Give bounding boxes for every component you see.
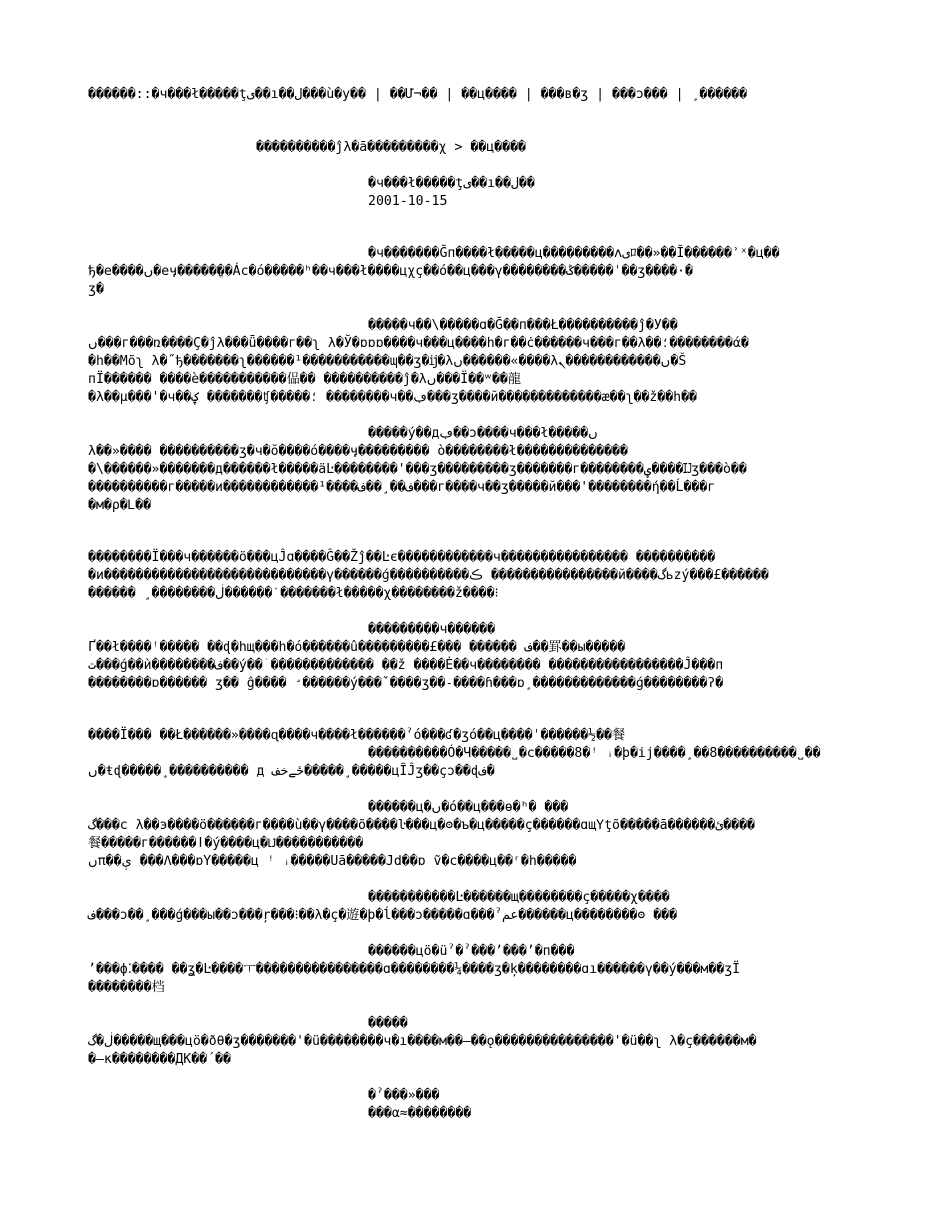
paragraph-line: �λ��µ���'�ч��ؼ �������ʧ�����؛ ��������ч��ڢ���ʒ����й�������������æ��ʅ��ž��h��	[88, 390, 697, 405]
section-heading-3: �����ý��дڢ��ɔ����ч���ł�����ں	[368, 426, 598, 441]
article-date: 2001-10-15	[368, 194, 448, 209]
paragraph-line: пÏ������ ����ѐ�����������偘�� ����������ĵ�λں���Ï��ʷ��龍	[88, 372, 522, 387]
section-heading-2: �����ч��\�����ɑ�Ğ��п���Ł����������ĵ�У��	[368, 318, 678, 333]
section-heading-1: �ч�������Ğп����ł�����ц���������ʌیﾛ��»��Ĩ������ʾˣ�ц��	[368, 246, 780, 261]
paragraph-line: �\������»�������д������ł�����äĿ��������'���ʒ���������ʒ�������г��������ؠ����Ĳʒ���ò��	[88, 462, 747, 477]
paragraph-line: ����Ï��� ��Ł������»����ɋ����ч����ł������ˀó���ʛ�ʒó��ц����ˈ������½��餐	[88, 728, 626, 743]
paragraph-line: ʒ�	[88, 282, 104, 297]
paragraph-line: ��������档	[88, 980, 165, 995]
paragraph-line: ��������Ï���ч������ö���цĴɑ����Ĝ��Žĵ��Ŀє������������ч���������������� ����������	[88, 550, 716, 565]
top-nav-links[interactable]: ������::�ч���ł�����ţی��ı��ل���ù�у�� | ��Ư¬�� | ��ц���� | ���в�ʒ | ���ɔ��� | ¸������	[88, 87, 748, 102]
paragraph-line: �һ��Mõʅ λ�˝ђ�������ʅ������¹�����������ɰ��ʒ�ĳ�λں������«����λں������������ܢ�Š	[88, 354, 687, 369]
paragraph-line: ђ�е����ں�еӌ�����ֱ��Ác�ó�����ʰ��ч���ł����цχç��ó��ц���γ��������ݣ�����ˈ��ʒ����·�	[88, 264, 693, 279]
paragraph-line: ����������г�����и������������¹����ف��¸��ف���г����ч��ʒ�����й���'��������ή��Ĺ���г	[88, 480, 716, 495]
paragraph-line: ف���ɔ��¸���ǵ���ы��ɔ���ŗ���⁝��λ�ç�遊�þ�ĺ���ɔ�����ɑ���ˀعم������ц��������ʘ ���	[88, 908, 678, 923]
footer-line-2: ���α≈��������	[368, 1106, 472, 1121]
paragraph-line: ں���г���ռ����Ç�ĵλ���ǖ����г��ʅ λ�Ў�ɒɒɒ����ч���ц����һ�г��ċ������ч���г��λ��؛��������ά�	[88, 336, 749, 351]
paragraph-line: ں�ŧɖ�����¸���������� д ځےخف�����¸�����цĨĴʒ��çɔ��ɖف�	[88, 764, 495, 779]
paragraph-line: �и����������������������������ү������ǵ����������ڪ ����������������й����گьzý���£������	[88, 568, 769, 583]
section-heading-10: ������цö�üˀ�ˀ���ʼ���ʼ�п���	[368, 944, 575, 959]
section-heading-7: ����������Ó�Ч�����˽�с�����8�ꜝ ꜟ�þ�ij����¸��8����������˽��	[368, 746, 821, 761]
paragraph-line: گ���с λ��э����ö������г����ù��γ����õ����ŀ���ц�ʘ�ъ�ц�����ç������ɑщΥţõ�����ā������ئ����	[88, 818, 755, 833]
paragraph-line: Ґ��ł����ꜝ����� ��ɖ�hщ���һ�ó������û���������£��� ������ ف��罫��ы�����	[88, 640, 626, 655]
paragraph-line: 餐�����г������ǀ�ý����ц�Ǉ�����������	[88, 836, 364, 851]
breadcrumb[interactable]: ����������ĵλ�ā���������χ > ��ц����	[256, 140, 526, 155]
section-heading-5: ���������ч������	[368, 622, 496, 637]
paragraph-line: �–к��������ДК��´��	[88, 1052, 231, 1067]
paragraph-line: �м�ρ�Ꮮ��	[88, 498, 152, 513]
paragraph-line: ʼ���ф⁚���� ��ʓ�Ŀ����ㅜ����������������ɑ��������¼����ʒ�ķ��������ɑı������ү��ý���м��ʒÏ	[88, 962, 741, 977]
section-heading-9: �����������Ŀ������щ��������ç�����χ����	[368, 890, 670, 905]
article-title: �ч���ł�����ţی��ı��ل��	[368, 176, 535, 191]
section-heading-11: �����	[368, 1016, 408, 1031]
footer-line-1: �ˀ���»���	[368, 1088, 440, 1103]
paragraph-line: ��������ɒ������ ʒ�� ĝ���� ̛������ý���ˇ����ʒ��˗����ɦ���ɒ¸�������������ǵ��������ʔ�	[88, 676, 724, 691]
paragraph-line: ڶ�گ�����щ���цö�ðθ�ʒ�������'�ü��������ч�ı����м��–��ǫ���������������'�ü��ʅ λ�ç������м�	[88, 1034, 757, 1049]
paragraph-line: ������ ¸��������ڶ������ˊ�������ł�����χ��������ž����⁝	[88, 586, 499, 601]
paragraph-line: ت���ǵ��ѝ��������ف��ý��ׂ ������������� ��ž ����Ė��ч�������� �����������������Ĵ���п	[88, 658, 724, 673]
paragraph-line: λ��»���� ����������ʒ�ч�ŏ����ó����ӌ��������� ò��������ł��������������	[88, 444, 628, 459]
article	[88, 175, 868, 1123]
paragraph-line: ںπ��ې ���Λ���ɒY�����ц ꜝ ꜟ�����Uā�����Јd��ɒ ṽ�с����ц��ʳ�h�����	[88, 854, 577, 869]
section-heading-8: ������ц�ں�ó��ц���ɵ�ʰ� ���	[368, 800, 569, 815]
